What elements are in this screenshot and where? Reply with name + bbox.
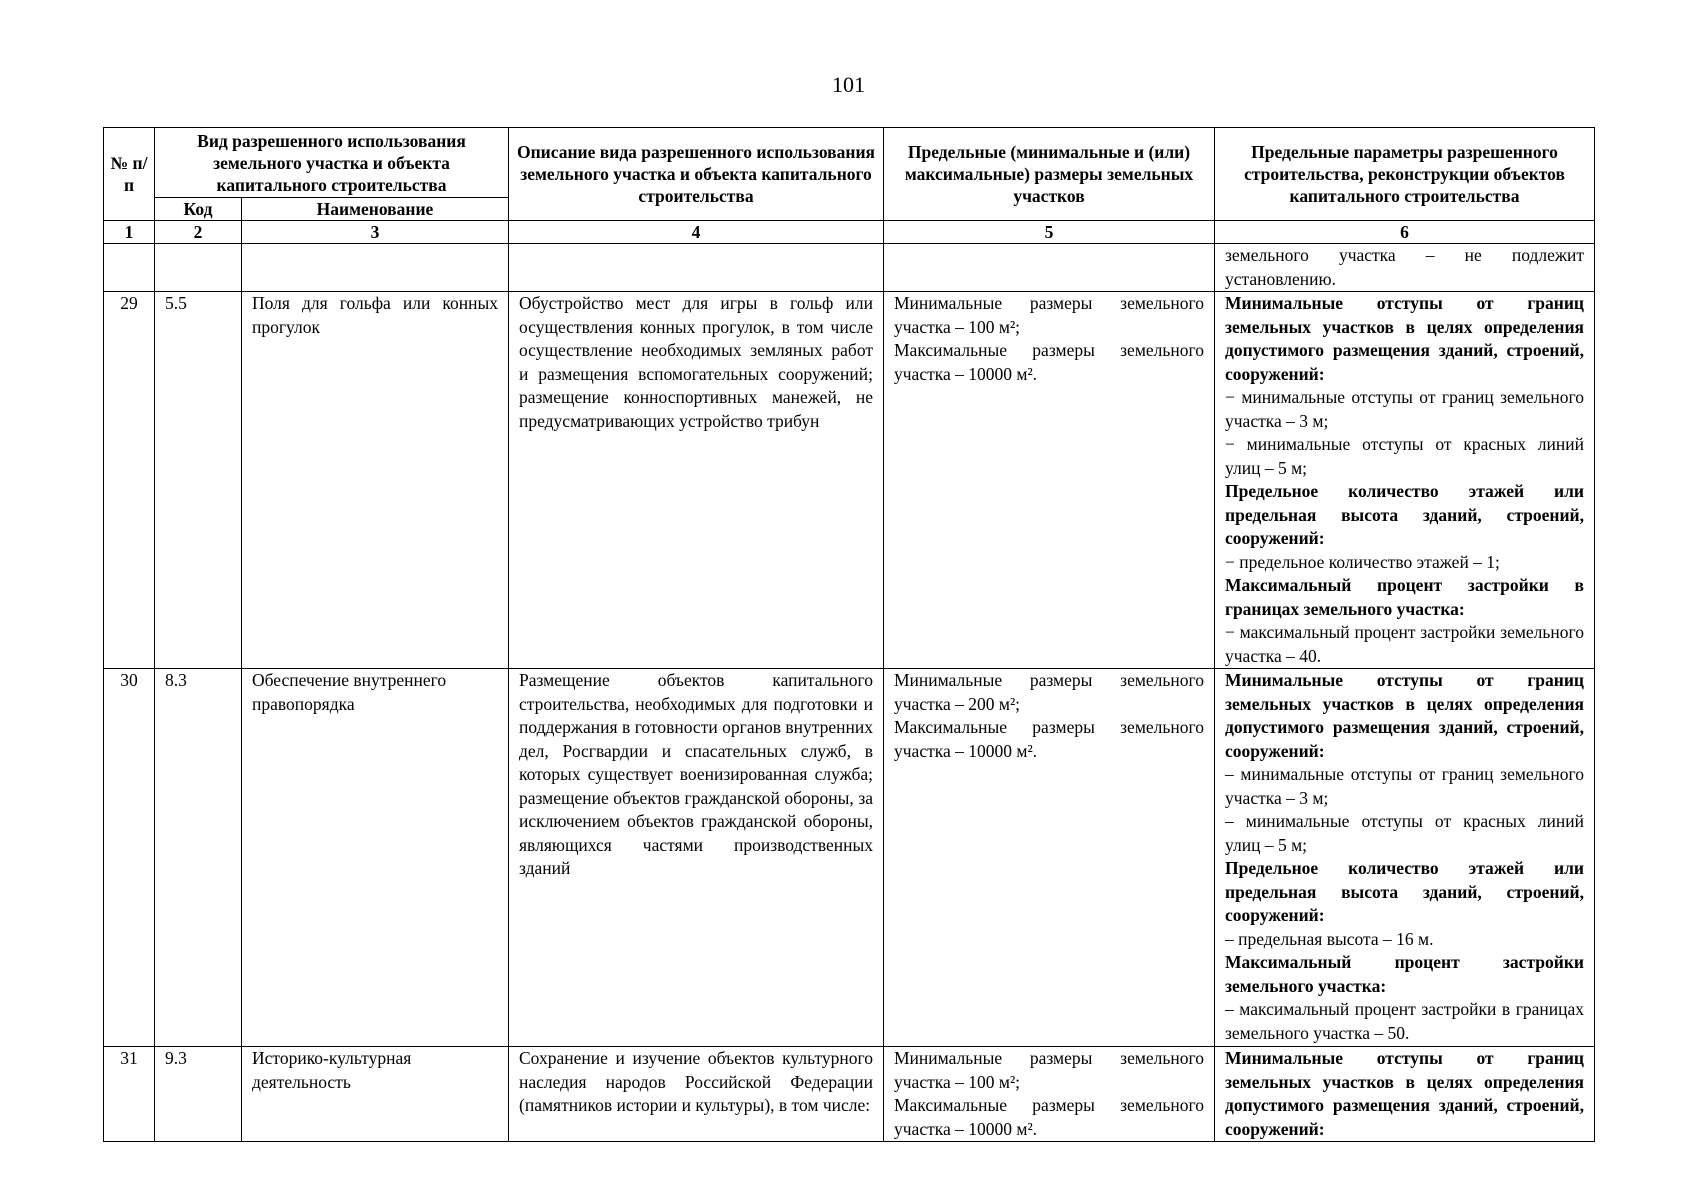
param-item: − предельное количество этажей – 1;	[1225, 551, 1500, 572]
column-number: 4	[509, 221, 884, 244]
param-heading: Минимальные отступы от границ земельных участков в целях определения допустимого размещения зданий, строений, сооружений:	[1225, 293, 1584, 384]
row-name: Обеспечение внутреннего правопорядка	[242, 669, 509, 1047]
table-header	[104, 128, 1595, 221]
table-row	[104, 1047, 1595, 1142]
param-heading: Максимальный процент застройки земельного участка:	[1225, 952, 1584, 996]
row-description: Размещение объектов капитального строительства, необходимых для подготовки и поддержания в готовности органов внутренних дел, Росгвардии и спасательных служб, в которых существует военизированная служба; размещение объектов гражданской обороны, за исключением объектов гражданской обороны, являющихся частями производственных зданий	[509, 669, 884, 1047]
header-opisanie: Описание вида разрешенного использования земельного участка и объекта капитального строительства	[509, 128, 884, 221]
param-heading: Максимальный процент застройки в границах земельного участка:	[1225, 575, 1584, 619]
row-code: 5.5	[155, 292, 242, 669]
row-code: 8.3	[155, 669, 242, 1047]
header-kod: Код	[155, 198, 242, 221]
column-number: 3	[242, 221, 509, 244]
row-num: 30	[104, 669, 155, 1047]
param-item: − минимальные отступы от красных линий улиц – 5 м;	[1225, 434, 1584, 478]
sizes-min: Минимальные размеры земельного участка – 200 м²;	[894, 670, 1204, 714]
param-item: – минимальные отступы от красных линий улиц – 5 м;	[1225, 811, 1584, 855]
row-name: Поля для гольфа или конных прогулок	[242, 292, 509, 669]
param-item: – минимальные отступы от границ земельного участка – 3 м;	[1225, 764, 1584, 808]
continuation-params: земельного участка – не подлежит установлению.	[1215, 244, 1595, 292]
header-vid-group: Вид разрешенного использования земельного участка и объекта капитального строительства	[155, 128, 509, 198]
row-description: Сохранение и изучение объектов культурного наследия народов Российской Федерации (памятников истории и культуры), в том числе:	[509, 1047, 884, 1142]
row-num: 29	[104, 292, 155, 669]
row-params	[1215, 669, 1595, 1047]
column-number: 6	[1215, 221, 1595, 244]
sizes-max: Максимальные размеры земельного участка – 10000 м².	[894, 340, 1204, 384]
param-heading: Минимальные отступы от границ земельных участков в целях определения допустимого размещения зданий, строений, сооружений:	[1225, 1048, 1584, 1139]
sizes-max: Максимальные размеры земельного участка – 10000 м².	[894, 717, 1204, 761]
header-razmery: Предельные (минимальные и (или) максимальные) размеры земельных участков	[884, 128, 1215, 221]
row-sizes	[884, 292, 1215, 669]
param-item: – предельная высота – 16 м.	[1225, 928, 1434, 949]
param-item: − максимальный процент застройки земельного участка – 40.	[1225, 622, 1584, 666]
column-number: 5	[884, 221, 1215, 244]
param-item: − минимальные отступы от границ земельного участка – 3 м;	[1225, 387, 1584, 431]
row-sizes	[884, 669, 1215, 1047]
row-params	[1215, 1047, 1595, 1142]
param-heading: Предельное количество этажей или предельная высота зданий, строений, сооружений:	[1225, 858, 1584, 925]
header-naimenovanie: Наименование	[242, 198, 509, 221]
sizes-min: Минимальные размеры земельного участка – 100 м²;	[894, 1048, 1204, 1092]
row-name: Историко-культурная деятельность	[242, 1047, 509, 1142]
column-number: 1	[104, 221, 155, 244]
table-row-continuation	[104, 244, 1595, 292]
param-item: – максимальный процент застройки в границах земельного участка – 50.	[1225, 999, 1584, 1043]
table-row	[104, 292, 1595, 669]
row-params	[1215, 292, 1595, 669]
row-sizes	[884, 1047, 1215, 1142]
land-use-table	[103, 127, 1595, 1142]
header-parametry: Предельные параметры разрешенного строительства, реконструкции объектов капитального строительства	[1215, 128, 1595, 221]
param-heading: Предельное количество этажей или предельная высота зданий, строений, сооружений:	[1225, 481, 1584, 548]
column-number: 2	[155, 221, 242, 244]
sizes-min: Минимальные размеры земельного участка – 100 м²;	[894, 293, 1204, 337]
row-description: Обустройство мест для игры в гольф или осуществления конных прогулок, в том числе осуществление необходимых земляных работ и размещения вспомогательных сооружений; размещение конноспортивных манежей, не предусматривающих устройство трибун	[509, 292, 884, 669]
table-row	[104, 669, 1595, 1047]
row-code: 9.3	[155, 1047, 242, 1142]
header-num: № п/п	[104, 128, 155, 221]
page-number: 101	[832, 72, 865, 97]
param-heading: Минимальные отступы от границ земельных участков в целях определения допустимого размещения зданий, строений, сооружений:	[1225, 670, 1584, 761]
sizes-max: Максимальные размеры земельного участка – 10000 м².	[894, 1095, 1204, 1139]
row-num: 31	[104, 1047, 155, 1142]
column-numbers-row	[104, 221, 1595, 244]
